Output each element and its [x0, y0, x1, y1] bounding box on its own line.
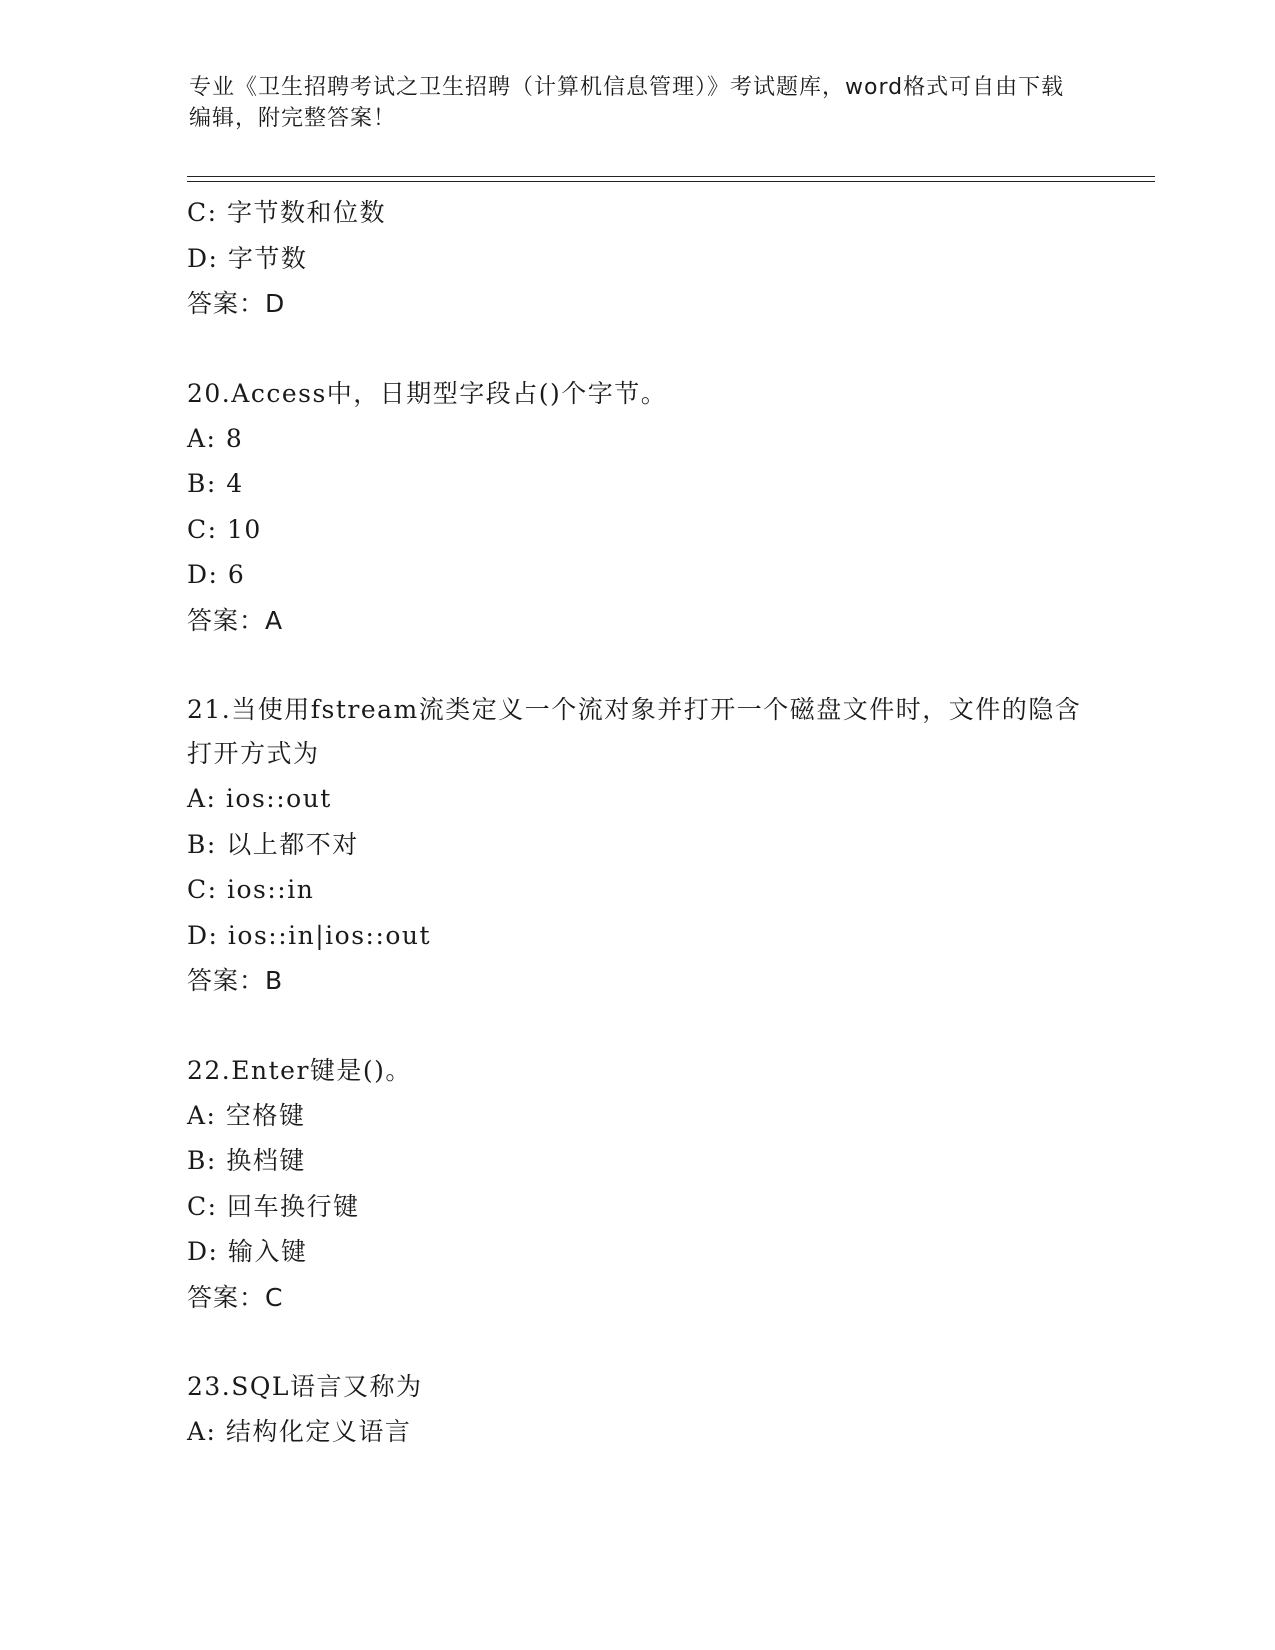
option-c: C: 字节数和位数 [187, 198, 386, 227]
option-d: D: 字节数 [187, 243, 308, 273]
answer-line: 答案：D [187, 289, 286, 318]
option-d: D: ios::in|ios::out [187, 920, 432, 950]
answer-line: 答案：B [187, 966, 284, 995]
answer-line: 答案：A [187, 605, 284, 635]
option-a: A: ios::out [187, 784, 332, 813]
option-c: C: 10 [187, 514, 262, 544]
question-block [187, 1365, 1087, 1455]
question-text: 23.SQL语言又称为 [187, 1372, 423, 1401]
option-b: B: 以上都不对 [187, 829, 359, 859]
document-header: 专业《卫生招聘考试之卫生招聘（计算机信息管理）》考试题库，word格式可自由下载编辑，附完整答案！ [189, 75, 1065, 131]
option-b: B: 换档键 [187, 1146, 306, 1175]
question-block [187, 372, 1087, 644]
question-text: 22.Enter键是()。 [187, 1055, 412, 1085]
option-b: B: 4 [187, 469, 244, 498]
option-d: D: 6 [187, 560, 246, 589]
option-c: C: ios::in [187, 875, 315, 904]
question-list [187, 190, 1087, 1455]
answer-line: 答案：C [187, 1282, 284, 1312]
question-block [187, 190, 1087, 327]
option-d: D: 输入键 [187, 1237, 308, 1266]
option-c: C: 回车换行键 [187, 1191, 360, 1221]
question-block [187, 1049, 1087, 1321]
option-a: A: 空格键 [187, 1100, 306, 1130]
question-text: 21.当使用fstream流类定义一个流对象并打开一个磁盘文件时，文件的隐含打开方式为 [187, 695, 1082, 768]
option-a: A: 结构化定义语言 [187, 1417, 412, 1446]
question-text: 20.Access中，日期型字段占()个字节。 [187, 378, 668, 408]
header-rule-bottom [187, 181, 1155, 182]
option-a: A: 8 [187, 423, 244, 453]
header-rule-top [187, 176, 1155, 177]
question-block [187, 688, 1087, 1004]
